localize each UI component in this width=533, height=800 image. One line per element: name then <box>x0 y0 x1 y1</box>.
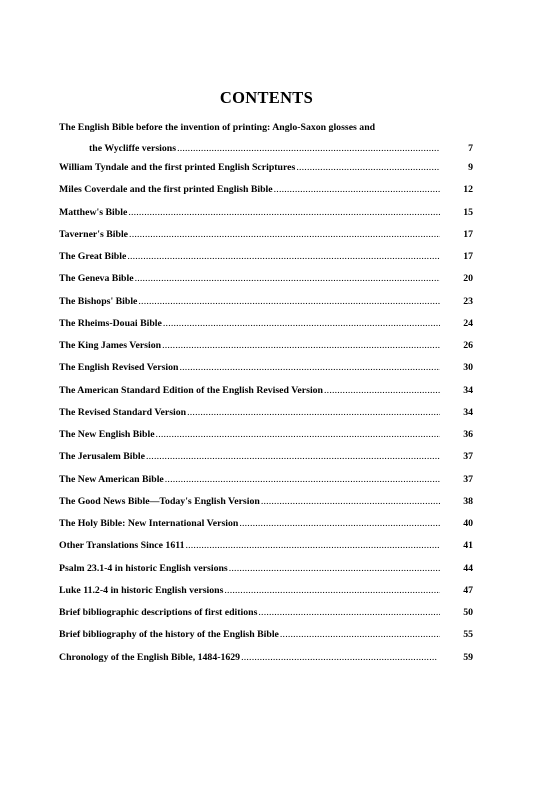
toc-entry[interactable] <box>59 606 473 620</box>
toc-entry-label: The American Standard Edition of the English Revised Version <box>59 385 324 396</box>
dot-leader <box>127 250 440 264</box>
toc-entry[interactable] <box>59 562 473 576</box>
dot-leader <box>187 406 440 420</box>
toc-entry-line <box>59 295 440 309</box>
toc-entry-line <box>59 495 440 509</box>
toc-entry-page-number: 44 <box>463 563 473 574</box>
toc-entry[interactable] <box>59 206 473 220</box>
toc-entry-label: The Great Bible <box>59 251 127 262</box>
toc-entry[interactable] <box>59 272 473 286</box>
dot-leader <box>165 473 440 487</box>
toc-entry-label: The English Revised Version <box>59 362 179 373</box>
dot-leader <box>241 651 437 665</box>
toc-entry-page-number: 34 <box>463 385 473 396</box>
dot-leader <box>180 361 441 375</box>
toc-entry-page-number: 34 <box>463 407 473 418</box>
toc-entry-label: Brief bibliography of the history of the English Bible <box>59 629 279 640</box>
toc-entry-page-number: 37 <box>463 451 473 462</box>
toc-entry-line <box>59 473 440 487</box>
dot-leader <box>185 539 440 553</box>
toc-entry-page-number: 12 <box>463 184 473 195</box>
toc-entry-label: The Bishops' Bible <box>59 296 138 307</box>
toc-entry-page-number: 20 <box>463 273 473 284</box>
dot-leader <box>296 161 440 175</box>
toc-entry-label: Taverner's Bible <box>59 229 129 240</box>
toc-entry-line <box>59 428 440 442</box>
toc-entry-page-number: 38 <box>463 496 473 507</box>
toc-entry[interactable] <box>59 317 473 331</box>
toc-entry[interactable] <box>59 339 473 353</box>
toc-entry-label: Chronology of the English Bible, 1484-1629 <box>59 652 241 663</box>
toc-entry-page-number: 55 <box>463 629 473 640</box>
toc-entry-line <box>59 161 440 175</box>
toc-entry-line <box>59 450 440 464</box>
toc-entry-line <box>59 206 440 220</box>
toc-entry-line <box>59 384 440 398</box>
toc-entry-line <box>59 228 440 242</box>
toc-entry[interactable] <box>59 161 473 175</box>
toc-entry-page-number: 24 <box>463 318 473 329</box>
toc-entry-label: Matthew's Bible <box>59 207 128 218</box>
dot-leader <box>156 428 440 442</box>
toc-entry-label: William Tyndale and the first printed English Scriptures <box>59 162 296 173</box>
toc-entry[interactable] <box>59 495 473 509</box>
dot-leader <box>138 295 440 309</box>
toc-entry[interactable] <box>59 183 473 197</box>
toc-entry-page-number: 36 <box>463 429 473 440</box>
dot-leader <box>229 562 440 576</box>
page-title: CONTENTS <box>219 88 314 107</box>
toc-entry-label: The Rheims-Douai Bible <box>59 318 162 329</box>
toc-entry-page-number: 17 <box>463 229 473 240</box>
toc-entry-line <box>59 584 440 598</box>
toc-entry-line <box>59 628 440 642</box>
toc-entry-label: The King James Version <box>59 340 162 351</box>
dot-leader <box>163 317 440 331</box>
toc-entry[interactable] <box>59 473 473 487</box>
toc-entry-label: The New English Bible <box>59 429 155 440</box>
toc-entry-line <box>59 339 440 353</box>
toc-entry-label: The New American Bible <box>59 474 164 485</box>
toc-entry-label: The Jerusalem Bible <box>59 451 145 462</box>
dot-leader <box>146 450 440 464</box>
toc-entry-page-number: 59 <box>463 652 473 663</box>
toc-entry-label: The Holy Bible: New International Version <box>59 518 239 529</box>
toc-entry-label: Luke 11.2-4 in historic English versions <box>59 585 224 596</box>
toc-entry-line <box>59 250 440 264</box>
toc-entry[interactable] <box>89 142 473 156</box>
toc-entry-line <box>59 183 440 197</box>
dot-leader <box>224 584 440 598</box>
toc-entry-line <box>59 406 440 420</box>
toc-entry-page-number: 26 <box>463 340 473 351</box>
toc-entry[interactable] <box>59 517 473 531</box>
toc-entry-label: The Revised Standard Version <box>59 407 187 418</box>
toc-entry[interactable] <box>59 628 473 642</box>
toc-entry-label: The Good News Bible—Today's English Version <box>59 496 260 507</box>
toc-entry-label: Miles Coverdale and the first printed English Bible <box>59 184 273 195</box>
toc-entry-line <box>59 317 440 331</box>
toc-entry-line <box>59 272 440 286</box>
toc-entry-page-number: 23 <box>463 296 473 307</box>
toc-entry-label: Psalm 23.1-4 in historic English versions <box>59 563 228 574</box>
toc-entry-line <box>59 539 440 553</box>
toc-entry[interactable] <box>59 428 473 442</box>
toc-entry-page-number: 9 <box>468 162 473 173</box>
toc-entry-line <box>59 606 440 620</box>
dot-leader <box>239 517 440 531</box>
toc-entry[interactable] <box>59 228 473 242</box>
toc-entry-page-number: 40 <box>463 518 473 529</box>
toc-entry-line <box>59 651 437 665</box>
toc-entry-page-number: 15 <box>463 207 473 218</box>
dot-leader <box>135 272 440 286</box>
toc-entry-page-number: 47 <box>463 585 473 596</box>
toc-entry[interactable] <box>59 450 473 464</box>
dot-leader <box>129 228 440 242</box>
toc-entry-label: the Wycliffe versions <box>89 143 177 154</box>
toc-entry-page-number: 30 <box>463 362 473 373</box>
toc-entry-line <box>59 562 440 576</box>
toc-entry[interactable] <box>59 384 473 398</box>
toc-entry-page-number: 50 <box>463 607 473 618</box>
toc-entry-page-number: 37 <box>463 474 473 485</box>
dot-leader <box>274 183 440 197</box>
toc-entry-label: Brief bibliographic descriptions of first editions <box>59 607 258 618</box>
toc-entry-line <box>89 142 440 156</box>
toc-entry[interactable] <box>59 406 473 420</box>
toc-entry-line <box>59 361 440 375</box>
toc-entry-line <box>59 517 440 531</box>
toc-entry-label: The Geneva Bible <box>59 273 134 284</box>
toc-entry[interactable] <box>59 361 473 375</box>
dot-leader <box>280 628 440 642</box>
toc-entry-page-number: 7 <box>468 143 473 154</box>
toc-entry-first-line: The English Bible before the invention of printing: Anglo-Saxon glosses and <box>59 122 376 133</box>
toc-entry[interactable] <box>59 539 473 553</box>
toc-entry[interactable] <box>59 584 473 598</box>
toc-entry[interactable] <box>59 295 473 309</box>
dot-leader <box>324 384 440 398</box>
toc-entry[interactable] <box>59 250 473 264</box>
toc-entry-label: Other Translations Since 1611 <box>59 540 185 551</box>
toc-entry-page-number: 17 <box>463 251 473 262</box>
toc-entry[interactable] <box>59 651 473 665</box>
dot-leader <box>177 142 440 156</box>
dot-leader <box>162 339 440 353</box>
dot-leader <box>128 206 440 220</box>
toc-entry-page-number: 41 <box>463 540 473 551</box>
dot-leader <box>261 495 440 509</box>
dot-leader <box>258 606 440 620</box>
